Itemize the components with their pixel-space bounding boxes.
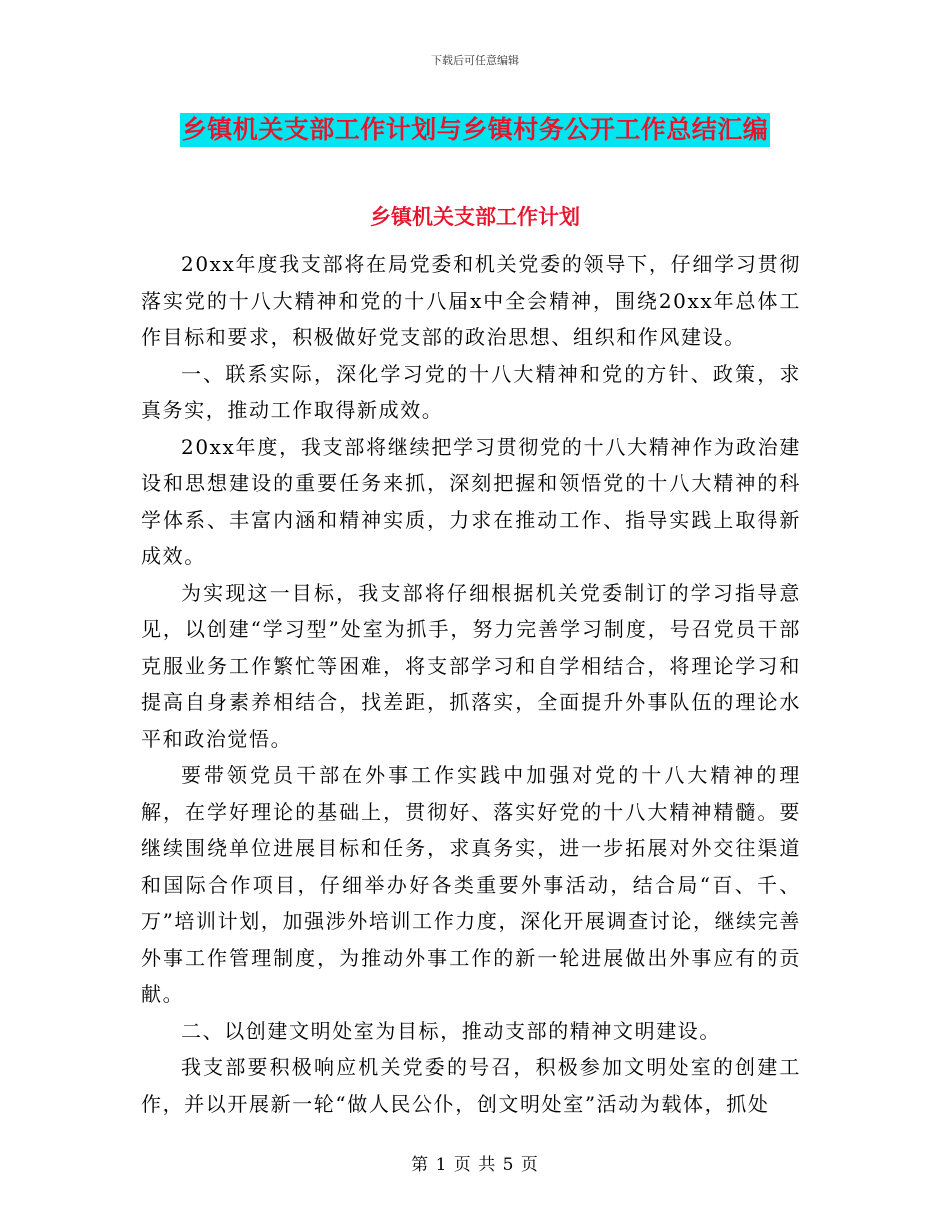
main-title-container <box>0 113 950 147</box>
body-paragraph: 我支部要积极响应机关党委的号召，积极参加文明处室的创建工作，并以开展新一轮“做人民公仆，创文明处室”活动为载体，抓处 <box>141 1055 801 1116</box>
body-paragraph: 20xx年度，我支部将继续把学习贯彻党的十八大精神作为政治建设和思想建设的重要任务来抓，深刻把握和领悟党的十八大精神的科学体系、丰富内涵和精神实质，力求在推动工作、指导实践上取得新成效。 <box>141 434 801 568</box>
body-paragraph: 二、以创建文明处室为目标，推动支部的精神文明建设。 <box>181 1018 721 1043</box>
body-paragraph: 为实现这一目标，我支部将仔细根据机关党委制订的学习指导意见，以创建“学习型”处室为抓手，努力完善学习制度，号召党员干部克服业务工作繁忙等困难，将支部学习和自学相结合，将理论学习和提高自身素养相结合，找差距，抓落实，全面提升外事队伍的理论水平和政治觉悟。 <box>141 580 801 751</box>
page-number-footer: 第 1 页 共 5 页 <box>411 1155 539 1175</box>
section-title: 乡镇机关支部工作计划 <box>370 205 580 229</box>
document-main-title: 乡镇机关支部工作计划与乡镇村务公开工作总结汇编 <box>180 113 771 147</box>
document-body <box>141 246 801 1122</box>
body-paragraph: 20xx年度我支部将在局党委和机关党委的领导下，仔细学习贯彻落实党的十八大精神和党的十八届x中全会精神，围绕20xx年总体工作目标和要求，积极做好党支部的政治思想、组织和作风建设。 <box>141 252 801 349</box>
body-paragraph: 一、联系实际，深化学习党的十八大精神和党的方针、政策，求真务实，推动工作取得新成效。 <box>141 361 801 422</box>
body-paragraph: 要带领党员干部在外事工作实践中加强对党的十八大精神的理解，在学好理论的基础上，贯彻好、落实好党的十八大精神精髓。要继续围绕单位进展目标和任务，求真务实，进一步拓展对外交往渠道和国际合作项目，仔细举办好各类重要外事活动，结合局“百、千、万”培训计划，加强涉外培训工作力度，深化开展调查讨论，继续完善外事工作管理制度，为推动外事工作的新一轮进展做出外事应有的贡献。 <box>141 763 801 1006</box>
page-header-note: 下载后可任意编辑 <box>431 54 519 67</box>
